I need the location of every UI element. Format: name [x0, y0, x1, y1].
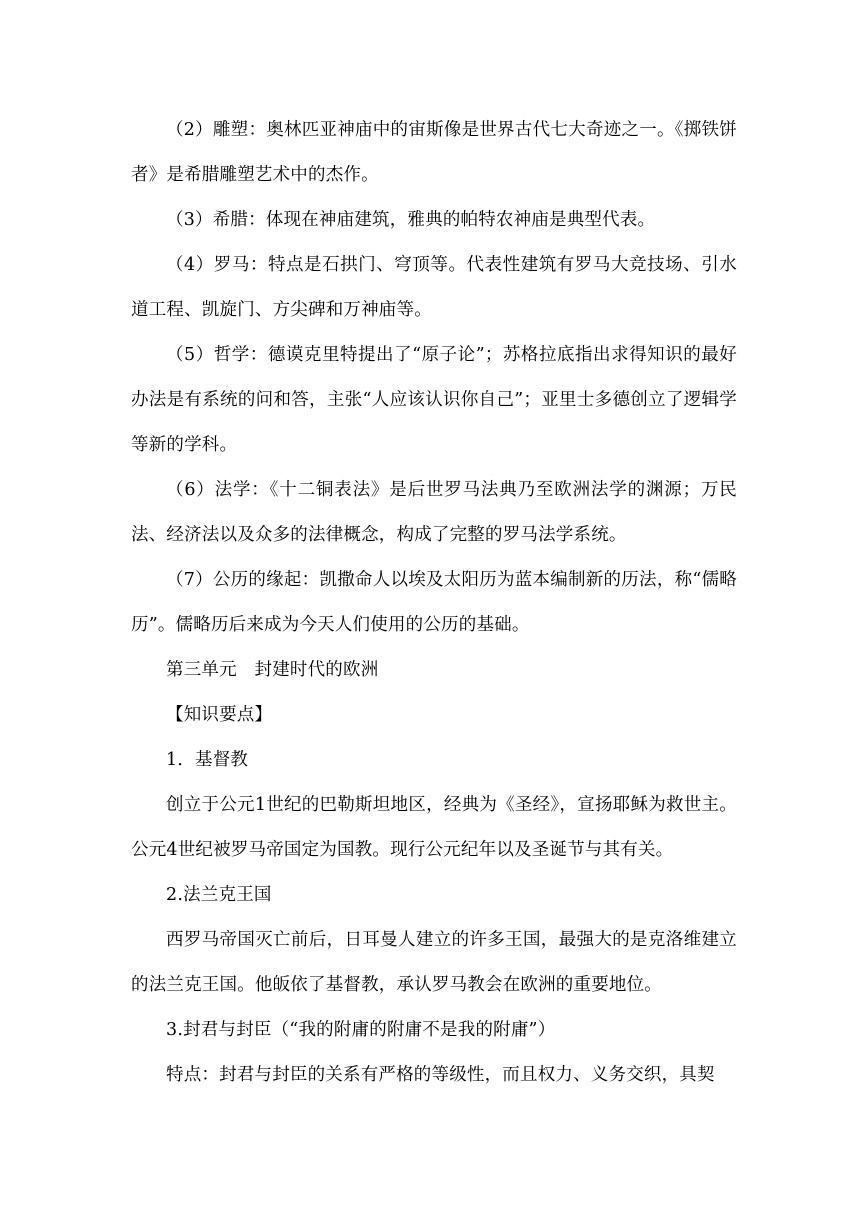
document-body — [131, 108, 737, 1098]
paragraph-christianity: 创立于公元1世纪的巴勒斯坦地区，经典为《圣经》，宣扬耶稣为救世主。公元4世纪被罗马帝国定为国教。现行公元纪年以及圣诞节与其有关。 — [131, 795, 737, 860]
paragraph-greek-architecture: （3）希腊：体现在神庙建筑，雅典的帕特农神庙是典型代表。 — [166, 210, 656, 230]
paragraph-calendar: （7）公历的缘起：凯撒命人以埃及太阳历为蓝本编制新的历法，称“儒略历”。儒略历后来成为今天人们使用的公历的基础。 — [131, 570, 737, 635]
subheading-lords-vassals: 3.封君与封臣（“我的附庸的附庸不是我的附庸”） — [166, 1020, 556, 1040]
unit-title: 第三单元 封建时代的欧洲 — [166, 660, 379, 680]
paragraph-law: （6）法学：《十二铜表法》是后世罗马法典乃至欧洲法学的渊源；万民法、经济法以及众多的法律概念，构成了完整的罗马法学系统。 — [131, 480, 737, 545]
subheading-frankish-kingdom: 2.法兰克王国 — [166, 885, 272, 905]
paragraph-sculpture: （2）雕塑：奥林匹亚神庙中的宙斯像是世界古代七大奇迹之一。《掷铁饼者》是希腊雕塑艺术中的杰作。 — [131, 120, 737, 185]
paragraph-philosophy: （5）哲学：德谟克里特提出了“原子论”；苏格拉底指出求得知识的最好办法是有系统的问和答，主张“人应该认识你自己”；亚里士多德创立了逻辑学等新的学科。 — [131, 345, 737, 455]
paragraph-lords-vassals: 特点：封君与封臣的关系有严格的等级性，而且权力、义务交织，具契 — [166, 1065, 715, 1085]
section-heading-key-points: 【知识要点】 — [166, 705, 273, 725]
paragraph-roman-architecture: （4）罗马：特点是石拱门、穹顶等。代表性建筑有罗马大竞技场、引水道工程、凯旋门、方尖碑和万神庙等。 — [131, 255, 737, 320]
subheading-christianity: 1．基督教 — [166, 750, 249, 770]
paragraph-frankish-kingdom: 西罗马帝国灭亡前后，日耳曼人建立的许多王国，最强大的是克洛维建立的法兰克王国。他皈依了基督教，承认罗马教会在欧洲的重要地位。 — [131, 930, 737, 995]
